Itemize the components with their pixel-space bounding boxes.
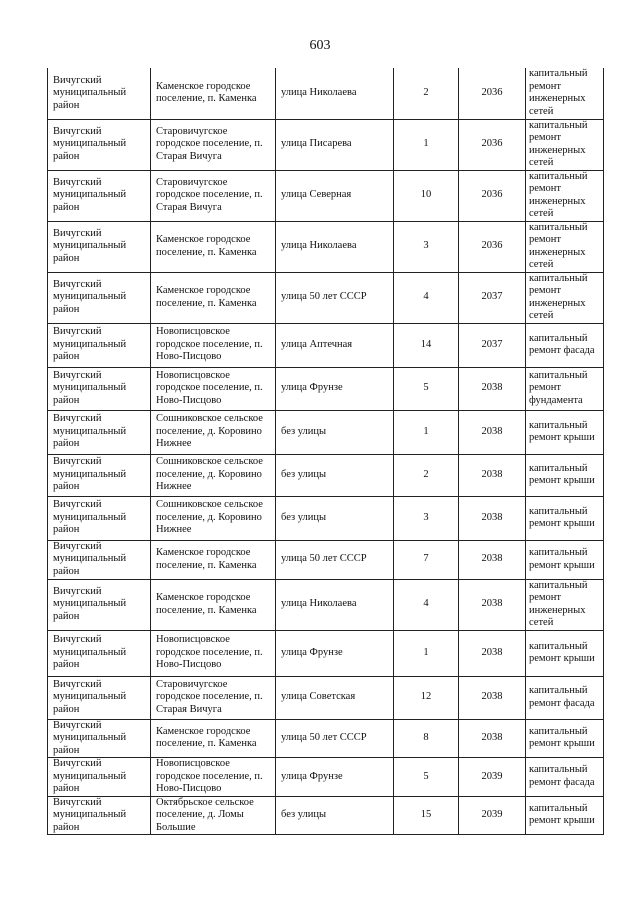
table-row [48, 323, 604, 367]
settlement-cell: Старовичугское городское поселение, п. Старая Вичуга [151, 676, 276, 719]
street-cell: без улицы [276, 496, 394, 540]
year-cell: 2037 [459, 323, 526, 367]
house-number-cell: 5 [394, 758, 459, 797]
settlement-cell: Новописцовское городское поселение, п. Ново-Писцово [151, 323, 276, 367]
settlement-cell: Новописцовское городское поселение, п. Ново-Писцово [151, 630, 276, 676]
table-row [48, 579, 604, 630]
settlement-cell: Каменское городское поселение, п. Каменка [151, 579, 276, 630]
table-row [48, 630, 604, 676]
year-cell: 2039 [459, 796, 526, 835]
house-number-cell: 5 [394, 367, 459, 410]
year-cell: 2039 [459, 758, 526, 797]
work-type-cell: капитальный ремонт крыши [526, 540, 604, 579]
district-cell: Вичугский муниципальный район [48, 119, 151, 170]
work-type-cell: капитальный ремонт фасада [526, 676, 604, 719]
work-type-cell: капитальный ремонт фасада [526, 323, 604, 367]
table-row [48, 796, 604, 835]
year-cell: 2036 [459, 221, 526, 272]
street-cell: улица Николаева [276, 68, 394, 119]
work-type-cell: капитальный ремонт крыши [526, 719, 604, 758]
house-number-cell: 7 [394, 540, 459, 579]
settlement-cell: Новописцовское городское поселение, п. Ново-Писцово [151, 367, 276, 410]
district-cell: Вичугский муниципальный район [48, 454, 151, 496]
year-cell: 2038 [459, 540, 526, 579]
work-type-cell: капитальный ремонт крыши [526, 410, 604, 454]
settlement-cell: Сошниковское сельское поселение, д. Коровино Нижнее [151, 454, 276, 496]
table-row [48, 410, 604, 454]
settlement-cell: Новописцовское городское поселение, п. Ново-Писцово [151, 758, 276, 797]
table-row [48, 367, 604, 410]
district-cell: Вичугский муниципальный район [48, 323, 151, 367]
street-cell: улица Фрунзе [276, 758, 394, 797]
street-cell: улица Советская [276, 676, 394, 719]
house-number-cell: 10 [394, 170, 459, 221]
district-cell: Вичугский муниципальный район [48, 170, 151, 221]
house-number-cell: 1 [394, 119, 459, 170]
table-row [48, 496, 604, 540]
table-row [48, 454, 604, 496]
house-number-cell: 15 [394, 796, 459, 835]
house-number-cell: 8 [394, 719, 459, 758]
district-cell: Вичугский муниципальный район [48, 367, 151, 410]
year-cell: 2038 [459, 454, 526, 496]
work-type-cell: капитальный ремонт инженерных сетей [526, 68, 604, 119]
street-cell: улица Николаева [276, 221, 394, 272]
work-type-cell: капитальный ремонт крыши [526, 454, 604, 496]
work-type-cell: капитальный ремонт крыши [526, 496, 604, 540]
street-cell: без улицы [276, 796, 394, 835]
settlement-cell: Старовичугское городское поселение, п. Старая Вичуга [151, 119, 276, 170]
street-cell: улица Николаева [276, 579, 394, 630]
district-cell: Вичугский муниципальный район [48, 719, 151, 758]
settlement-cell: Старовичугское городское поселение, п. Старая Вичуга [151, 170, 276, 221]
table-row [48, 719, 604, 758]
work-type-cell: капитальный ремонт фундамента [526, 367, 604, 410]
table-row [48, 119, 604, 170]
street-cell: улица 50 лет СССР [276, 272, 394, 323]
year-cell: 2038 [459, 630, 526, 676]
year-cell: 2038 [459, 676, 526, 719]
house-number-cell: 1 [394, 630, 459, 676]
street-cell: улица Фрунзе [276, 630, 394, 676]
page-number: 603 [309, 38, 331, 53]
work-type-cell: капитальный ремонт крыши [526, 796, 604, 835]
year-cell: 2038 [459, 719, 526, 758]
settlement-cell: Каменское городское поселение, п. Каменка [151, 221, 276, 272]
house-number-cell: 14 [394, 323, 459, 367]
district-cell: Вичугский муниципальный район [48, 630, 151, 676]
settlement-cell: Каменское городское поселение, п. Каменка [151, 719, 276, 758]
district-cell: Вичугский муниципальный район [48, 410, 151, 454]
settlement-cell: Каменское городское поселение, п. Каменка [151, 272, 276, 323]
house-number-cell: 4 [394, 579, 459, 630]
street-cell: без улицы [276, 454, 394, 496]
district-cell: Вичугский муниципальный район [48, 676, 151, 719]
year-cell: 2036 [459, 119, 526, 170]
settlement-cell: Сошниковское сельское поселение, д. Коровино Нижнее [151, 496, 276, 540]
house-number-cell: 2 [394, 68, 459, 119]
house-number-cell: 1 [394, 410, 459, 454]
district-cell: Вичугский муниципальный район [48, 796, 151, 835]
table-row [48, 272, 604, 323]
settlement-cell: Каменское городское поселение, п. Каменка [151, 68, 276, 119]
house-number-cell: 2 [394, 454, 459, 496]
settlement-cell: Сошниковское сельское поселение, д. Коровино Нижнее [151, 410, 276, 454]
year-cell: 2038 [459, 496, 526, 540]
street-cell: без улицы [276, 410, 394, 454]
table-row [48, 540, 604, 579]
table-row [48, 758, 604, 797]
district-cell: Вичугский муниципальный район [48, 540, 151, 579]
street-cell: улица Северная [276, 170, 394, 221]
work-type-cell: капитальный ремонт крыши [526, 630, 604, 676]
year-cell: 2038 [459, 367, 526, 410]
work-type-cell: капитальный ремонт инженерных сетей [526, 119, 604, 170]
house-number-cell: 4 [394, 272, 459, 323]
street-cell: улица Писарева [276, 119, 394, 170]
year-cell: 2038 [459, 579, 526, 630]
year-cell: 2036 [459, 170, 526, 221]
table-row [48, 676, 604, 719]
work-type-cell: капитальный ремонт инженерных сетей [526, 170, 604, 221]
district-cell: Вичугский муниципальный район [48, 221, 151, 272]
settlement-cell: Каменское городское поселение, п. Каменка [151, 540, 276, 579]
street-cell: улица 50 лет СССР [276, 540, 394, 579]
work-type-cell: капитальный ремонт инженерных сетей [526, 221, 604, 272]
district-cell: Вичугский муниципальный район [48, 758, 151, 797]
street-cell: улица 50 лет СССР [276, 719, 394, 758]
year-cell: 2037 [459, 272, 526, 323]
work-type-cell: капитальный ремонт инженерных сетей [526, 579, 604, 630]
street-cell: улица Фрунзе [276, 367, 394, 410]
table-row [48, 170, 604, 221]
house-number-cell: 3 [394, 496, 459, 540]
house-number-cell: 3 [394, 221, 459, 272]
year-cell: 2038 [459, 410, 526, 454]
table-row [48, 221, 604, 272]
house-number-cell: 12 [394, 676, 459, 719]
table-row [48, 68, 604, 119]
street-cell: улица Аптечная [276, 323, 394, 367]
work-type-cell: капитальный ремонт инженерных сетей [526, 272, 604, 323]
work-type-cell: капитальный ремонт фасада [526, 758, 604, 797]
district-cell: Вичугский муниципальный район [48, 272, 151, 323]
settlement-cell: Октябрьское сельское поселение, д. Ломы Большие [151, 796, 276, 835]
district-cell: Вичугский муниципальный район [48, 496, 151, 540]
year-cell: 2036 [459, 68, 526, 119]
district-cell: Вичугский муниципальный район [48, 68, 151, 119]
repair-schedule-table [47, 68, 604, 835]
district-cell: Вичугский муниципальный район [48, 579, 151, 630]
